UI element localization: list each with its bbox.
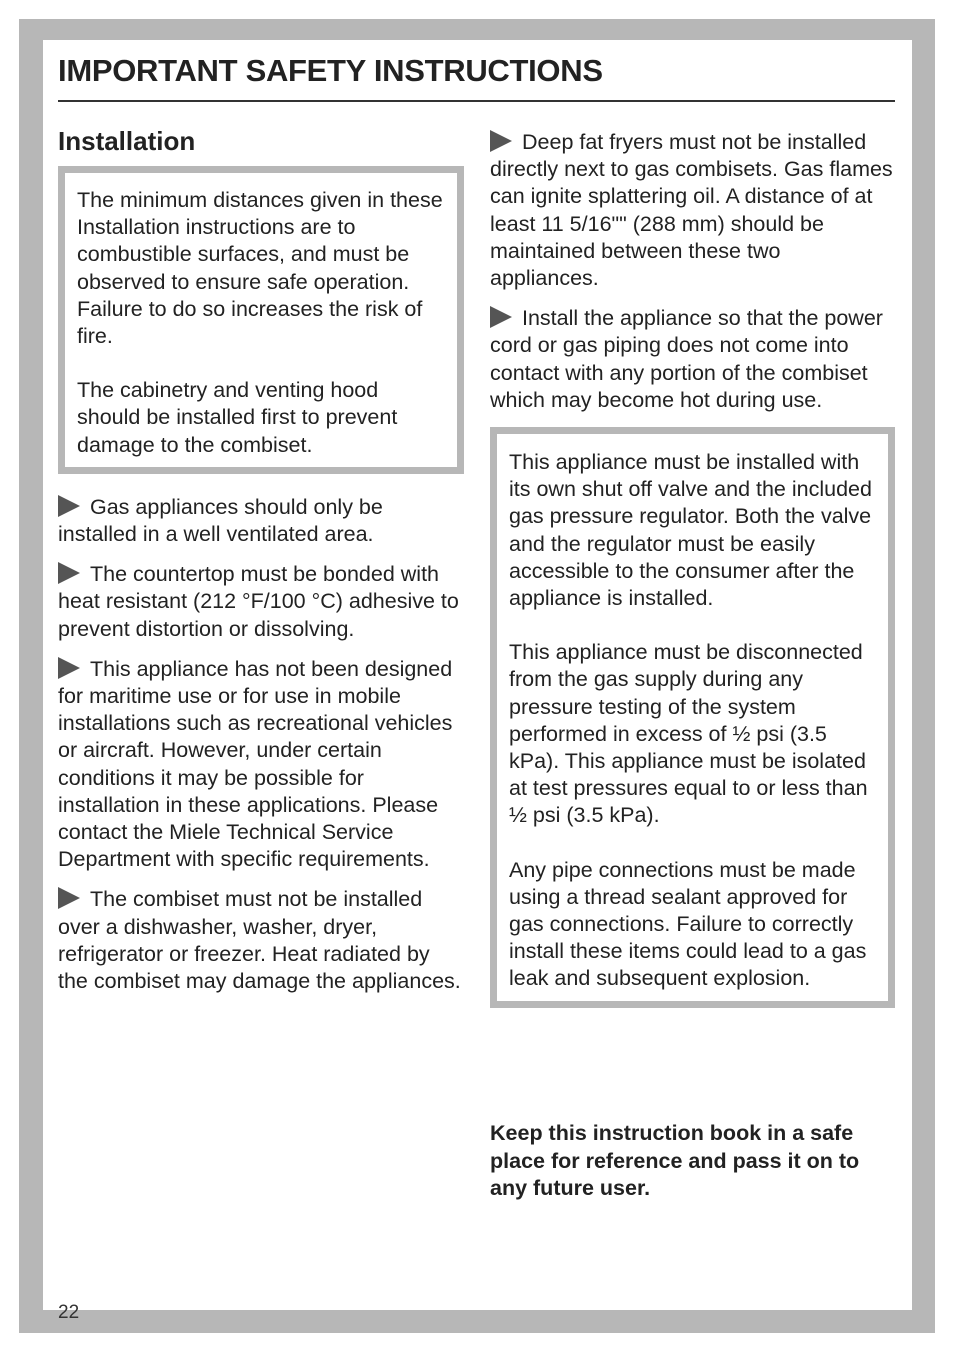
section-title: Installation — [58, 126, 196, 156]
bullet-text: The combiset must not be installed over a dishwasher, washer, dryer, refrigerator or freezer. Heat radiated by the combiset may damage the appliances. — [58, 887, 461, 994]
notice-paragraph: This appliance must be disconnected from the gas supply during any pressure testing of the system performed in excess of ½ psi (3.5 kPa). This appliance must be isolated at test pressures equal to or less than ½ psi (3.5 kPa). — [509, 640, 868, 828]
bullet-item — [490, 305, 895, 414]
left-column — [58, 166, 464, 1008]
right-column — [490, 129, 895, 1028]
notice-box-right — [490, 427, 895, 1008]
notice-paragraph: This appliance must be installed with its own shut off valve and the included gas pressure regulator. Both the valve and the regulator must be easily accessible to the consumer after the appliance is installed. — [509, 450, 872, 611]
triangle-arrow-icon — [490, 306, 512, 328]
bullet-item — [58, 656, 464, 874]
closing-note: Keep this instruction book in a safe place for reference and pass it on to any future user. — [490, 1121, 860, 1200]
triangle-arrow-icon — [58, 887, 80, 909]
notice-box-left — [58, 166, 464, 474]
triangle-arrow-icon — [58, 657, 80, 679]
notice-paragraph: Any pipe connections must be made using a thread sealant approved for gas connections. Failure to correctly install these items could lead to a gas leak and subsequent explosion. — [509, 857, 867, 991]
notice-paragraph: The minimum distances given in these Installation instructions are to combustible surfaces, and must be observed to ensure safe operation. Failure to do so increases the risk of fire. — [77, 188, 443, 349]
page-number: 22 — [58, 1302, 80, 1323]
bullet-text: Gas appliances should only be installed in a well ventilated area. — [58, 494, 383, 547]
triangle-arrow-icon — [58, 562, 80, 584]
bullet-item — [490, 129, 895, 292]
notice-paragraph: The cabinetry and venting hood should be installed first to prevent damage to the combiset. — [77, 378, 398, 457]
triangle-arrow-icon — [490, 130, 512, 152]
page-title: IMPORTANT SAFETY INSTRUCTIONS — [58, 53, 603, 88]
bullet-item — [58, 561, 464, 643]
bullet-text: This appliance has not been designed for maritime use or for use in mobile installations such as recreational vehicles or aircraft. However, under certain conditions it may be possible for installation in these applications. Please contact the Miele Technical Service Department with specific requirements. — [58, 656, 453, 872]
bullet-text: The countertop must be bonded with heat resistant (212 °F/100 °C) adhesive to prevent distortion or dissolving. — [58, 562, 459, 641]
bullet-item — [58, 886, 464, 995]
bullet-item — [58, 494, 464, 548]
bullet-text: Install the appliance so that the power cord or gas piping does not come into contact with any portion of the combiset which may become hot during use. — [490, 306, 883, 412]
bullet-text: Deep fat fryers must not be installed directly next to gas combisets. Gas flames can ignite splattering oil. A distance of at least 11 5/16"" (288 mm) should be maintained between these two appliances. — [490, 130, 893, 291]
title-divider — [58, 100, 895, 102]
triangle-arrow-icon — [58, 495, 80, 517]
